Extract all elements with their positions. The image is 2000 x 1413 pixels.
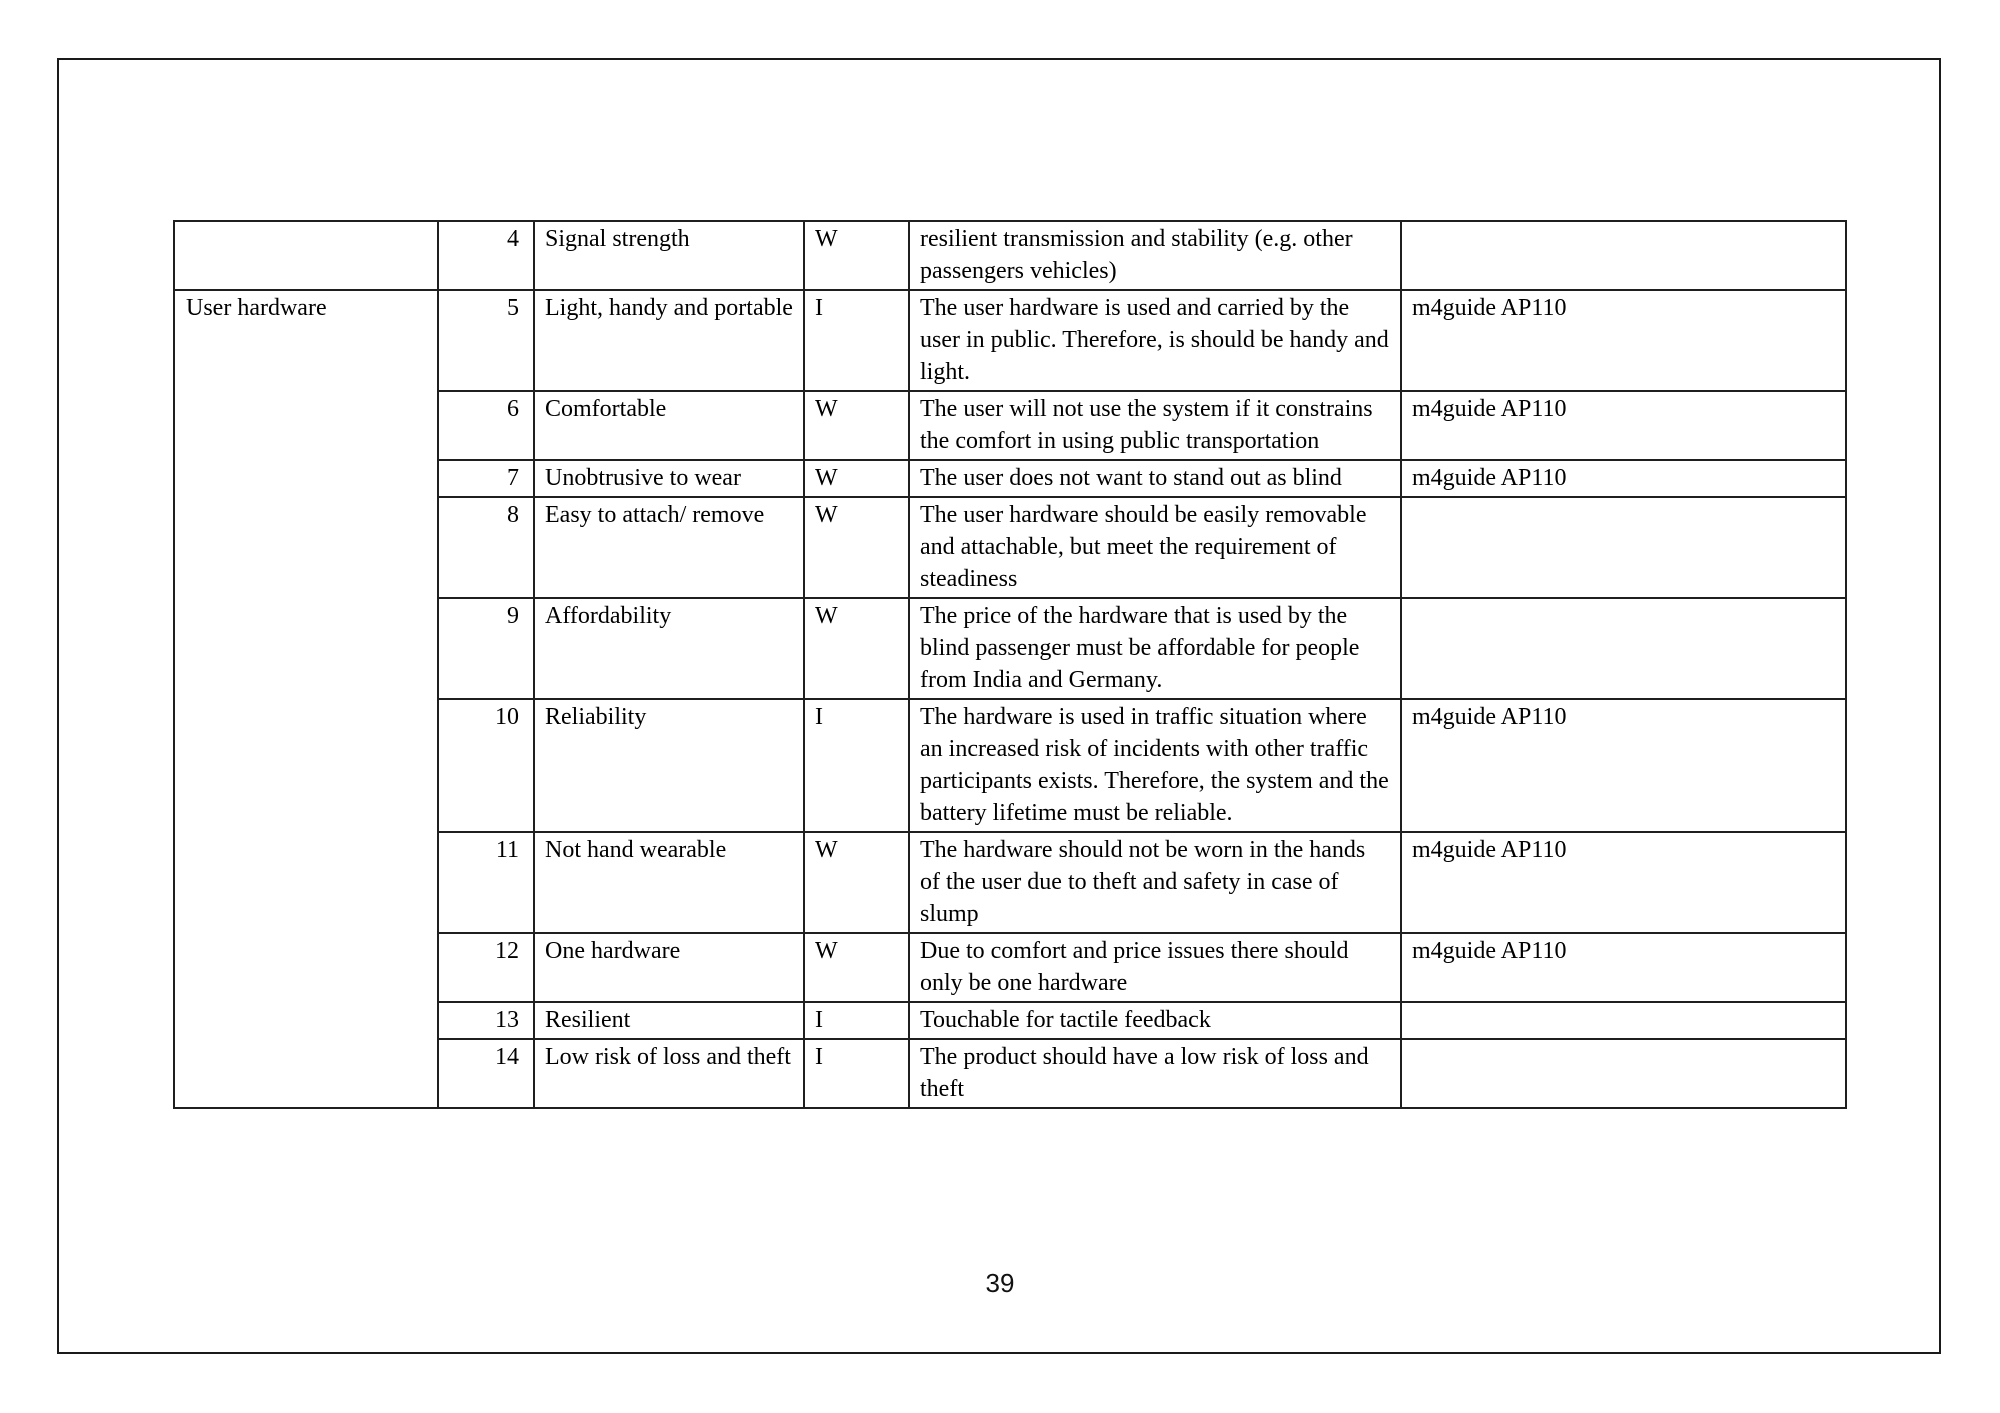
number-cell: 10 <box>438 699 534 832</box>
description-cell: Due to comfort and price issues there should only be one hardware <box>909 933 1401 1002</box>
number-cell: 6 <box>438 391 534 460</box>
requirement-name-cell: Low risk of loss and theft <box>534 1039 804 1108</box>
number-cell: 14 <box>438 1039 534 1108</box>
requirement-name-cell: Easy to attach/ remove <box>534 497 804 598</box>
number-cell: 8 <box>438 497 534 598</box>
number-cell: 11 <box>438 832 534 933</box>
requirement-type-cell: I <box>804 699 909 832</box>
source-cell <box>1401 1002 1846 1039</box>
description-cell: Touchable for tactile feedback <box>909 1002 1401 1039</box>
description-cell: The product should have a low risk of loss and theft <box>909 1039 1401 1108</box>
requirement-type-cell: W <box>804 832 909 933</box>
source-cell: m4guide AP110 <box>1401 391 1846 460</box>
requirement-name-cell: Affordability <box>534 598 804 699</box>
source-cell: m4guide AP110 <box>1401 832 1846 933</box>
source-cell: m4guide AP110 <box>1401 290 1846 391</box>
table-row <box>174 221 1846 290</box>
description-cell: The user does not want to stand out as blind <box>909 460 1401 497</box>
description-cell: The hardware should not be worn in the hands of the user due to theft and safety in case of slump <box>909 832 1401 933</box>
requirement-name-cell: Signal strength <box>534 221 804 290</box>
requirement-type-cell: W <box>804 598 909 699</box>
number-cell: 13 <box>438 1002 534 1039</box>
description-cell: The user will not use the system if it constrains the comfort in using public transportation <box>909 391 1401 460</box>
number-cell: 4 <box>438 221 534 290</box>
requirement-type-cell: I <box>804 1002 909 1039</box>
source-cell: m4guide AP110 <box>1401 460 1846 497</box>
source-cell: m4guide AP110 <box>1401 699 1846 832</box>
description-cell: resilient transmission and stability (e.g. other passengers vehicles) <box>909 221 1401 290</box>
source-cell <box>1401 1039 1846 1108</box>
page-number: 39 <box>985 1268 1015 1298</box>
requirement-name-cell: Not hand wearable <box>534 832 804 933</box>
source-cell <box>1401 497 1846 598</box>
number-cell: 7 <box>438 460 534 497</box>
number-cell: 12 <box>438 933 534 1002</box>
requirements-table-body <box>174 221 1846 1108</box>
source-cell <box>1401 221 1846 290</box>
requirement-type-cell: W <box>804 933 909 1002</box>
requirement-type-cell: W <box>804 460 909 497</box>
source-cell: m4guide AP110 <box>1401 933 1846 1002</box>
description-cell: The price of the hardware that is used by the blind passenger must be affordable for people from India and Germany. <box>909 598 1401 699</box>
requirements-table <box>173 220 1847 1109</box>
table-row <box>174 290 1846 391</box>
number-cell: 5 <box>438 290 534 391</box>
source-cell <box>1401 598 1846 699</box>
requirement-name-cell: Reliability <box>534 699 804 832</box>
requirement-name-cell: One hardware <box>534 933 804 1002</box>
requirement-name-cell: Light, handy and portable <box>534 290 804 391</box>
category-cell <box>174 221 438 290</box>
description-cell: The user hardware is used and carried by the user in public. Therefore, is should be handy and light. <box>909 290 1401 391</box>
number-cell: 9 <box>438 598 534 699</box>
requirement-type-cell: W <box>804 391 909 460</box>
category-cell: User hardware <box>174 290 438 1108</box>
requirement-name-cell: Comfortable <box>534 391 804 460</box>
requirement-type-cell: W <box>804 497 909 598</box>
requirement-name-cell: Unobtrusive to wear <box>534 460 804 497</box>
requirement-type-cell: I <box>804 1039 909 1108</box>
description-cell: The user hardware should be easily removable and attachable, but meet the requirement of steadiness <box>909 497 1401 598</box>
requirement-type-cell: I <box>804 290 909 391</box>
description-cell: The hardware is used in traffic situation where an increased risk of incidents with other traffic participants exists. Therefore, the system and the battery lifetime must be reliable. <box>909 699 1401 832</box>
requirement-name-cell: Resilient <box>534 1002 804 1039</box>
requirement-type-cell: W <box>804 221 909 290</box>
